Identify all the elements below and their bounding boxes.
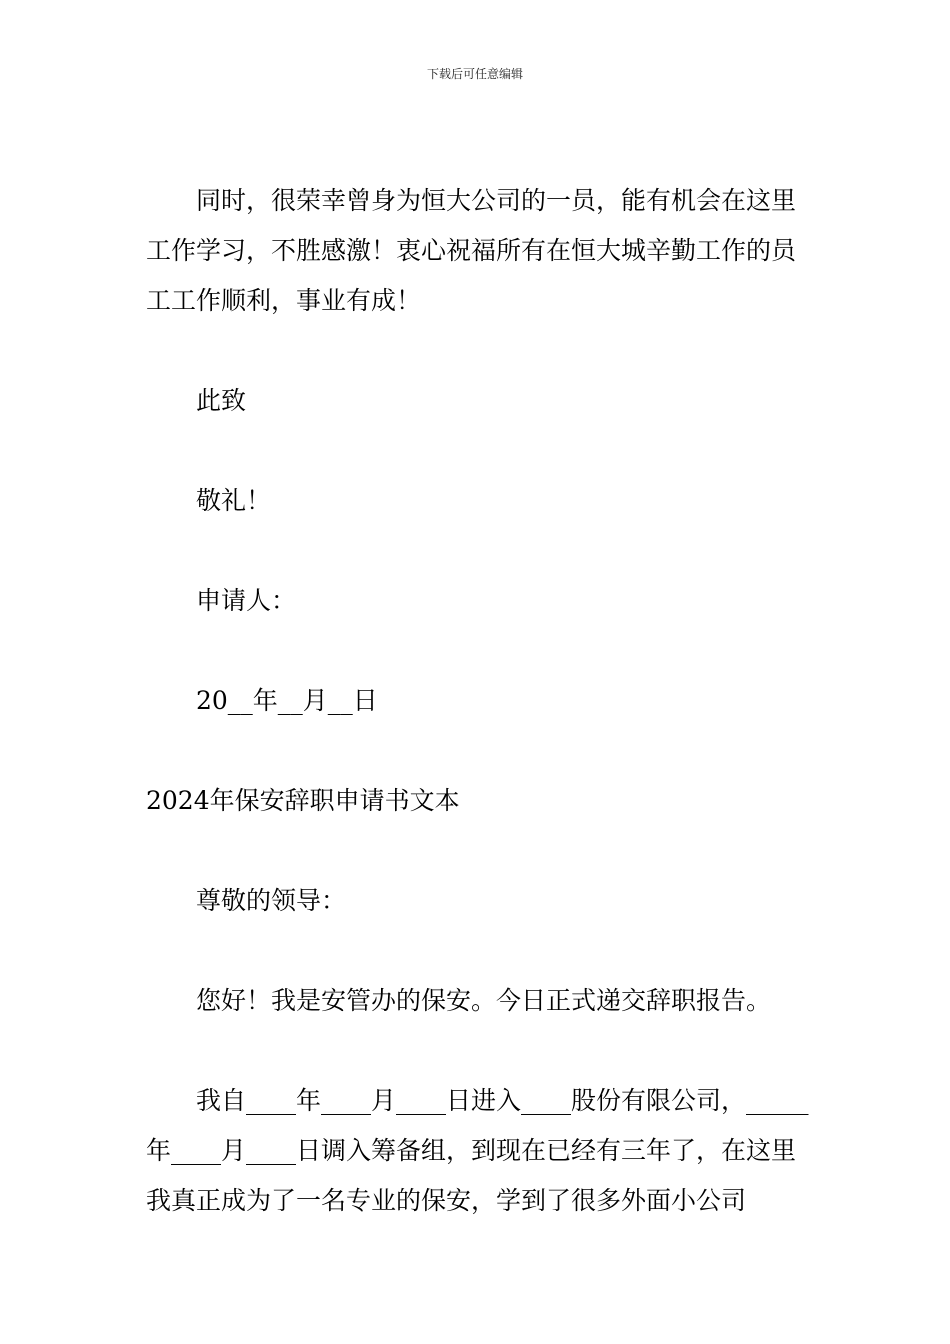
- letter-greeting: 您好！我是安管办的保安。今日正式递交辞职报告。: [196, 986, 772, 1015]
- closing-paragraph: 同时，很荣幸曾身为恒大公司的一员，能有机会在这里工作学习，不胜感激！衷心祝福所有在恒大城辛勤工作的员工工作顺利，事业有成！: [146, 186, 797, 315]
- document-body: [146, 176, 811, 1226]
- closing-jingli: 敬礼！: [196, 486, 272, 515]
- page-header-note: 下载后可任意编辑: [426, 67, 523, 81]
- date-line: 20__年__月__日: [196, 686, 378, 715]
- letter-salutation: 尊敬的领导：: [196, 886, 347, 915]
- section-title: 2024年保安辞职申请书文本: [146, 786, 460, 815]
- closing-cizhi: 此致: [196, 386, 247, 415]
- letter-body-paragraph: 我自____年____月____日进入____股份有限公司，_____年____月____日调入筹备组，到现在已经有三年了，在这里我真正成为了一名专业的保安，学到了很多外面小公司: [146, 1086, 809, 1215]
- applicant-label: 申请人：: [196, 586, 297, 615]
